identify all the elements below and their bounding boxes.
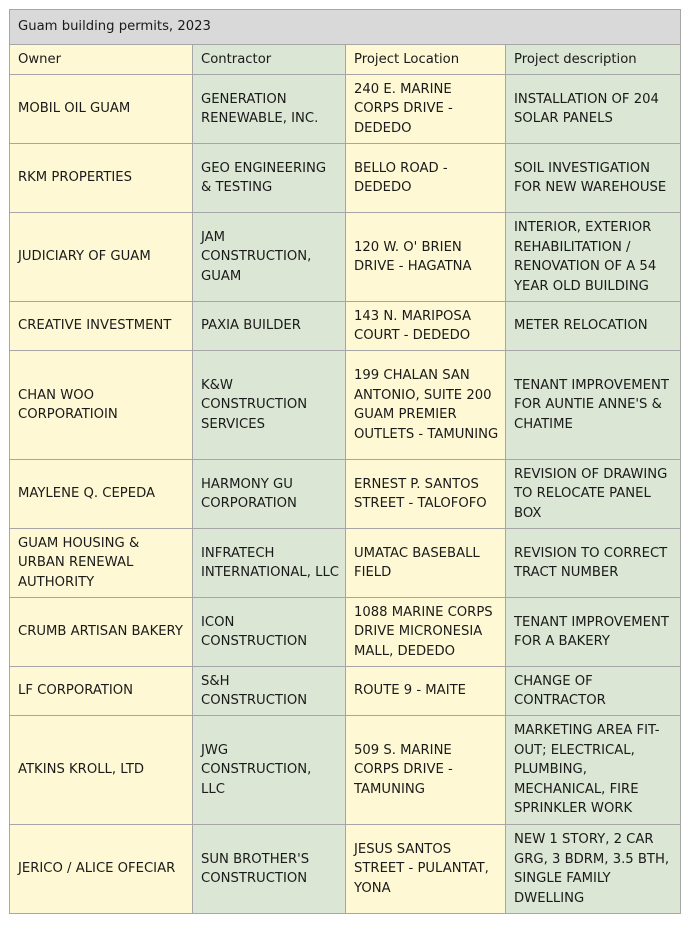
permits-table-container xyxy=(9,9,680,914)
table-row xyxy=(10,460,681,529)
description-cell: METER RELOCATION xyxy=(506,302,681,351)
contractor-cell: JAM CONSTRUCTION, GUAM xyxy=(193,213,346,302)
location-cell: BELLO ROAD - DEDEDO xyxy=(346,144,506,213)
contractor-cell: S&H CONSTRUCTION xyxy=(193,667,346,716)
location-cell: 120 W. O' BRIEN DRIVE - HAGATNA xyxy=(346,213,506,302)
table-row xyxy=(10,716,681,825)
owner-cell: GUAM HOUSING & URBAN RENEWAL AUTHORITY xyxy=(10,529,193,598)
location-cell: ROUTE 9 - MAITE xyxy=(346,667,506,716)
description-cell: NEW 1 STORY, 2 CAR GRG, 3 BDRM, 3.5 BTH, SINGLE FAMILY DWELLING xyxy=(506,825,681,914)
table-row xyxy=(10,351,681,460)
location-cell: ERNEST P. SANTOS STREET - TALOFOFO xyxy=(346,460,506,529)
owner-cell: MOBIL OIL GUAM xyxy=(10,75,193,144)
owner-cell: MAYLENE Q. CEPEDA xyxy=(10,460,193,529)
contractor-cell: INFRATECH INTERNATIONAL, LLC xyxy=(193,529,346,598)
owner-cell: RKM PROPERTIES xyxy=(10,144,193,213)
permits-table xyxy=(9,9,681,914)
contractor-cell: JWG CONSTRUCTION, LLC xyxy=(193,716,346,825)
table-title-row xyxy=(10,10,681,45)
description-cell: INSTALLATION OF 204 SOLAR PANELS xyxy=(506,75,681,144)
description-cell: TENANT IMPROVEMENT FOR A BAKERY xyxy=(506,598,681,667)
column-header-location: Project Location xyxy=(346,45,506,75)
description-cell: REVISION OF DRAWING TO RELOCATE PANEL BOX xyxy=(506,460,681,529)
description-cell: REVISION TO CORRECT TRACT NUMBER xyxy=(506,529,681,598)
contractor-cell: SUN BROTHER'S CONSTRUCTION xyxy=(193,825,346,914)
table-row xyxy=(10,302,681,351)
column-header-contractor: Contractor xyxy=(193,45,346,75)
owner-cell: CRUMB ARTISAN BAKERY xyxy=(10,598,193,667)
owner-cell: CREATIVE INVESTMENT xyxy=(10,302,193,351)
column-header-description: Project description xyxy=(506,45,681,75)
description-cell: SOIL INVESTIGATION FOR NEW WAREHOUSE xyxy=(506,144,681,213)
description-cell: MARKETING AREA FIT-OUT; ELECTRICAL, PLUMBING, MECHANICAL, FIRE SPRINKLER WORK xyxy=(506,716,681,825)
owner-cell: JUDICIARY OF GUAM xyxy=(10,213,193,302)
description-cell: TENANT IMPROVEMENT FOR AUNTIE ANNE'S & CHATIME xyxy=(506,351,681,460)
location-cell: 509 S. MARINE CORPS DRIVE - TAMUNING xyxy=(346,716,506,825)
contractor-cell: PAXIA BUILDER xyxy=(193,302,346,351)
owner-cell: LF CORPORATION xyxy=(10,667,193,716)
contractor-cell: GENERATION RENEWABLE, INC. xyxy=(193,75,346,144)
table-row xyxy=(10,598,681,667)
owner-cell: CHAN WOO CORPORATIOIN xyxy=(10,351,193,460)
owner-cell: ATKINS KROLL, LTD xyxy=(10,716,193,825)
description-cell: CHANGE OF CONTRACTOR xyxy=(506,667,681,716)
contractor-cell: ICON CONSTRUCTION xyxy=(193,598,346,667)
location-cell: JESUS SANTOS STREET - PULANTAT, YONA xyxy=(346,825,506,914)
table-row xyxy=(10,213,681,302)
table-row xyxy=(10,667,681,716)
table-row xyxy=(10,75,681,144)
table-row xyxy=(10,825,681,914)
column-header-owner: Owner xyxy=(10,45,193,75)
location-cell: 240 E. MARINE CORPS DRIVE - DEDEDO xyxy=(346,75,506,144)
contractor-cell: GEO ENGINEERING & TESTING xyxy=(193,144,346,213)
contractor-cell: K&W CONSTRUCTION SERVICES xyxy=(193,351,346,460)
location-cell: 143 N. MARIPOSA COURT - DEDEDO xyxy=(346,302,506,351)
table-row xyxy=(10,144,681,213)
description-cell: INTERIOR, EXTERIOR REHABILITATION / RENOVATION OF A 54 YEAR OLD BUILDING xyxy=(506,213,681,302)
table-title: Guam building permits, 2023 xyxy=(10,10,681,45)
location-cell: 199 CHALAN SAN ANTONIO, SUITE 200 GUAM PREMIER OUTLETS - TAMUNING xyxy=(346,351,506,460)
location-cell: 1088 MARINE CORPS DRIVE MICRONESIA MALL, DEDEDO xyxy=(346,598,506,667)
column-header-row xyxy=(10,45,681,75)
owner-cell: JERICO / ALICE OFECIAR xyxy=(10,825,193,914)
location-cell: UMATAC BASEBALL FIELD xyxy=(346,529,506,598)
table-row xyxy=(10,529,681,598)
contractor-cell: HARMONY GU CORPORATION xyxy=(193,460,346,529)
